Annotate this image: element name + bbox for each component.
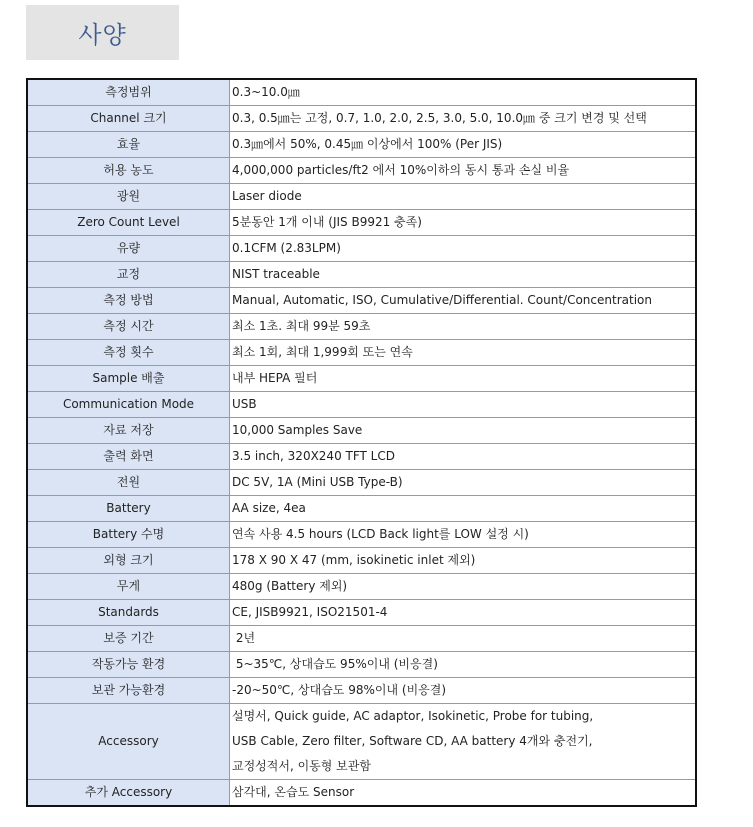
row-value: 내부 HEPA 필터 [230, 366, 697, 392]
row-label: 광원 [27, 184, 230, 210]
row-label: 보증 기간 [27, 626, 230, 652]
row-value: DC 5V, 1A (Mini USB Type-B) [230, 470, 697, 496]
table-row [27, 158, 696, 184]
table-row [27, 366, 696, 392]
table-row [27, 418, 696, 444]
table-row [27, 184, 696, 210]
row-value: USB [230, 392, 697, 418]
table-row [27, 132, 696, 158]
row-label: 자료 저장 [27, 418, 230, 444]
row-label: Zero Count Level [27, 210, 230, 236]
row-value: -20~50℃, 상대습도 98%이내 (비응결) [230, 678, 697, 704]
table-row [27, 522, 696, 548]
row-value: 2년 [230, 626, 697, 652]
row-label: Communication Mode [27, 392, 230, 418]
row-value: 0.3~10.0㎛ [230, 79, 697, 106]
row-label: 허용 농도 [27, 158, 230, 184]
table-row [27, 340, 696, 366]
row-label: Standards [27, 600, 230, 626]
table-row [27, 262, 696, 288]
accessory-row [27, 704, 696, 780]
row-value: 최소 1회, 최대 1,999회 또는 연속 [230, 340, 697, 366]
row-label: 교정 [27, 262, 230, 288]
accessory-line: 설명서, Quick guide, AC adaptor, Isokinetic, Probe for tubing, [232, 709, 594, 723]
row-value: 4,000,000 particles/ft2 에서 10%이하의 동시 통과 손실 비율 [230, 158, 697, 184]
table-row [27, 288, 696, 314]
accessory-value [230, 704, 697, 780]
row-value: 5~35℃, 상대습도 95%이내 (비응결) [230, 652, 697, 678]
row-label: Battery [27, 496, 230, 522]
row-label: 무게 [27, 574, 230, 600]
row-label: 보관 가능환경 [27, 678, 230, 704]
row-value: Manual, Automatic, ISO, Cumulative/Differential. Count/Concentration [230, 288, 697, 314]
row-value: Laser diode [230, 184, 697, 210]
accessory-line: 교정성적서, 이동형 보관함 [232, 759, 371, 773]
row-value: 연속 사용 4.5 hours (LCD Back light를 LOW 설정 시) [230, 522, 697, 548]
table-row [27, 210, 696, 236]
spec-table-body [27, 79, 696, 806]
table-row [27, 574, 696, 600]
row-value: 178 X 90 X 47 (mm, isokinetic inlet 제외) [230, 548, 697, 574]
row-value: 최소 1초. 최대 99분 59초 [230, 314, 697, 340]
row-label: 작동가능 환경 [27, 652, 230, 678]
table-row [27, 652, 696, 678]
row-value: 3.5 inch, 320X240 TFT LCD [230, 444, 697, 470]
table-row [27, 470, 696, 496]
extra-accessory-row [27, 780, 696, 807]
table-row [27, 236, 696, 262]
row-label: 전원 [27, 470, 230, 496]
table-row [27, 314, 696, 340]
row-value: AA size, 4ea [230, 496, 697, 522]
accessory-label: Accessory [27, 704, 230, 780]
row-value: 480g (Battery 제외) [230, 574, 697, 600]
row-label: Battery 수명 [27, 522, 230, 548]
table-row [27, 79, 696, 106]
extra-accessory-value: 삼각대, 온습도 Sensor [230, 780, 697, 807]
row-label: Sample 배출 [27, 366, 230, 392]
row-label: Channel 크기 [27, 106, 230, 132]
row-value: 5분동안 1개 이내 (JIS B9921 충족) [230, 210, 697, 236]
row-value: 0.1CFM (2.83LPM) [230, 236, 697, 262]
row-value: 0.3㎛에서 50%, 0.45㎛ 이상에서 100% (Per JIS) [230, 132, 697, 158]
section-title: 사양 [78, 21, 127, 49]
row-label: 측정 시간 [27, 314, 230, 340]
table-row [27, 548, 696, 574]
extra-accessory-label: 추가 Accessory [27, 780, 230, 807]
spec-table [26, 78, 697, 807]
table-row [27, 626, 696, 652]
row-value: CE, JISB9921, ISO21501-4 [230, 600, 697, 626]
row-label: 효율 [27, 132, 230, 158]
row-value: NIST traceable [230, 262, 697, 288]
accessory-line: USB Cable, Zero filter, Software CD, AA battery 4개와 충전기, [232, 734, 593, 748]
section-title-box [26, 5, 179, 60]
row-label: 측정범위 [27, 79, 230, 106]
table-row [27, 678, 696, 704]
table-row [27, 392, 696, 418]
table-row [27, 444, 696, 470]
table-row [27, 600, 696, 626]
row-label: 외형 크기 [27, 548, 230, 574]
row-value: 10,000 Samples Save [230, 418, 697, 444]
row-label: 출력 화면 [27, 444, 230, 470]
row-label: 유량 [27, 236, 230, 262]
table-row [27, 496, 696, 522]
row-label: 측정 횟수 [27, 340, 230, 366]
row-label: 측정 방법 [27, 288, 230, 314]
row-value: 0.3, 0.5㎛는 고정, 0.7, 1.0, 2.0, 2.5, 3.0, 5.0, 10.0㎛ 중 크기 변경 및 선택 [230, 106, 697, 132]
table-row [27, 106, 696, 132]
